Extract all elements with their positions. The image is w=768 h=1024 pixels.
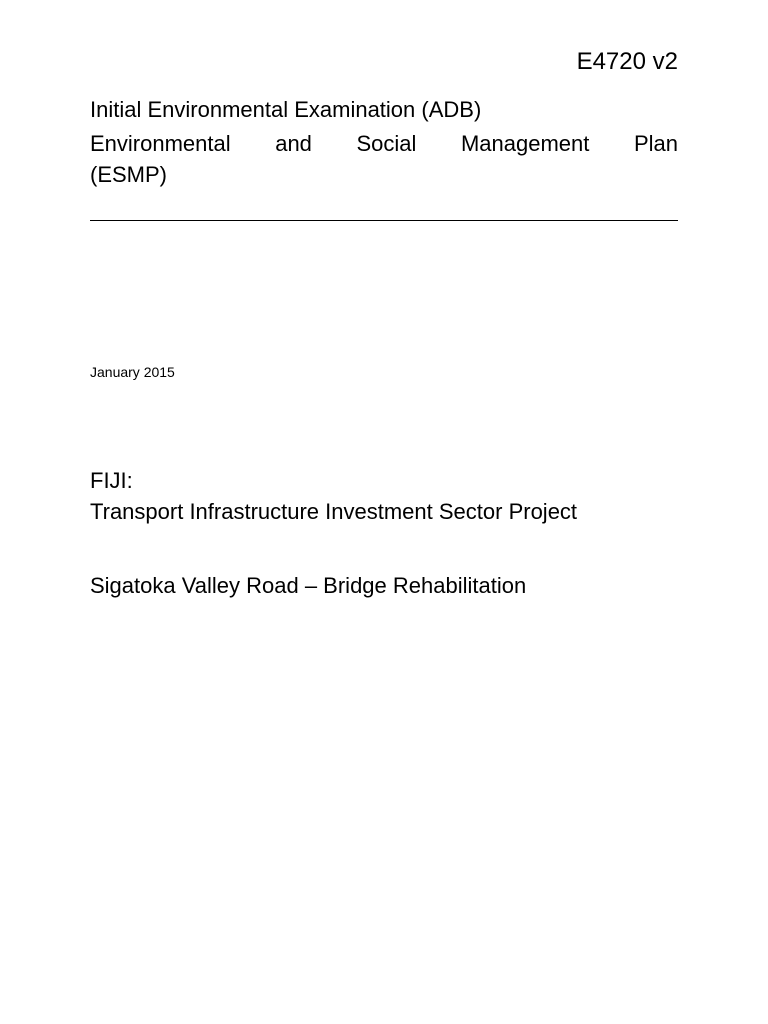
document-id: E4720 v2 (576, 48, 678, 75)
title-word: Environmental (90, 131, 231, 156)
report-title-line-1: Initial Environmental Examination (ADB) (90, 97, 482, 122)
subproject-title: Sigatoka Valley Road – Bridge Rehabilitation (90, 573, 527, 598)
report-title-line-3: (ESMP) (90, 162, 167, 187)
country-label: FIJI: (90, 468, 133, 493)
title-divider (90, 220, 678, 221)
title-word: Management (460, 131, 590, 156)
title-word: Social (356, 131, 417, 156)
program-title: Transport Infrastructure Investment Sector Project (90, 499, 578, 524)
title-word: and (275, 131, 312, 156)
report-date: January 2015 (90, 364, 175, 380)
report-title-line-2 (90, 129, 678, 159)
title-word: Plan (633, 131, 678, 156)
